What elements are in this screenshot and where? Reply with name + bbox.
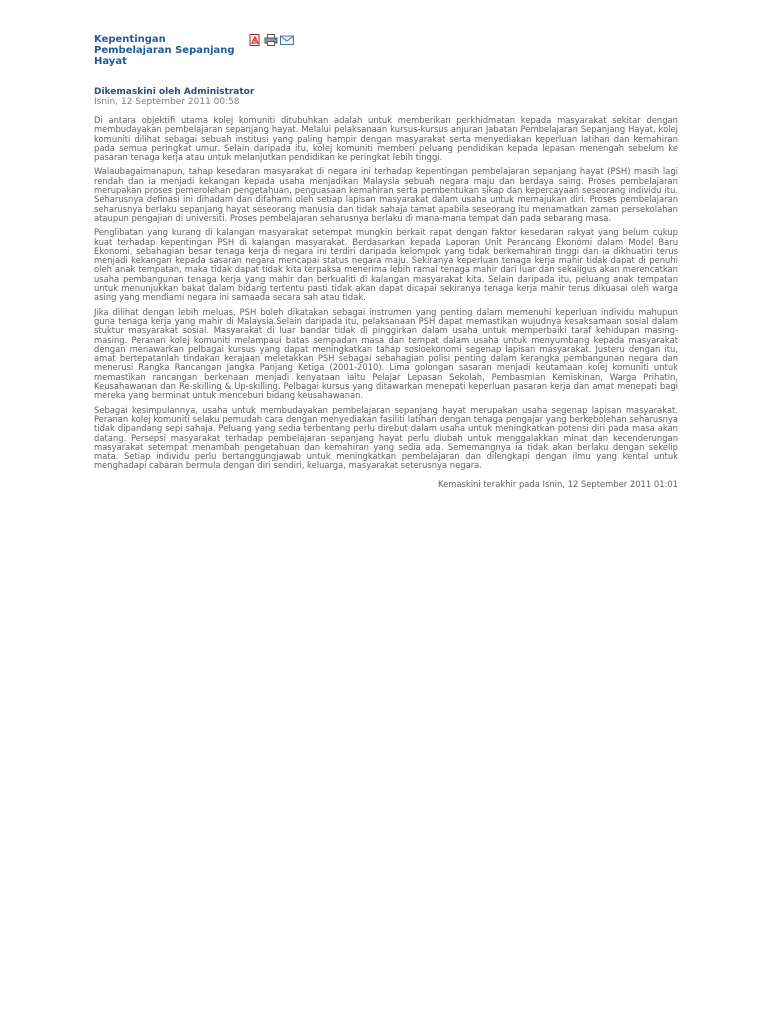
pdf-icon[interactable] — [248, 34, 262, 46]
article-actions — [246, 34, 294, 46]
paragraph: Walaubagaimanapun, tahap kesedaran masyarakat di negara ini terhadap kepentingan pembelajaran sepanjang hayat (PSH) masih lagi rendah dan ia menjadi kekangan kepada usaha menjadikan Malaysia sebuah negara maju dan berdaya saing. Proses pembelajaran merupakan proses pemerolehan pengetahuan, penguasaan kemahiran serta pembentukan sikap dan kepercayaan seseorang individu itu. Seharusnya definasi ini dihadam dan difahami oleh setiap lapisan masyarakat dalam usaha untuk memajukan diri. Proses pembelajaran seharusnya berlaku sepanjang hayat seseorang manusia dan tidak sahaja tamat apabila seseorang itu menamatkan zaman persekolahan ataupun pengajian di universiti. Proses pembelajaran seharusnya berlaku di mana-mana tempat dan pada sebarang masa. — [94, 166, 678, 223]
article — [94, 34, 678, 489]
article-author: Dikemaskini oleh Administrator — [94, 87, 255, 97]
article-meta — [94, 87, 678, 107]
paragraph: Jika dilihat dengan lebih meluas, PSH boleh dikatakan sebagai instrumen yang penting dalam memenuhi keperluan individu mahupun guna tenaga kerja yang mahir di Malaysia.Selain daripada itu, pelaksanaan PSH dapat memastikan wujudnya kesaksamaan sosial dalam stuktur masyarakat sosial. Masyarakat di luar bandar tidak di pinggirkan dalam usaha untuk memperbaiki taraf kehidupan masing-masing. Peranan kolej komuniti melampaui batas sempadan masa dan tempat dalam usaha untuk menyumbang kepada masyarakat dengan menawarkan pelbagai kursus yang dapat meningkatkan tahap sosioekonomi segenap lapisan masyarakat. Justeru dengan itu, amat bertepatanlah tindakan kerajaan meletakkan PSH sebagai sebahagian polisi penting dalam kerangka pembangunan negara dan menerusi Rangka Rancangan Jangka Panjang Ketiga (2001-2010). Lima golongan sasaran menjadi keutamaan kolej komuniti untuk memastikan rancangan berkenaan menjadi kenyataan iaitu Pelajar Lepasan Sekolah, Pembasmian Kemiskinan, Warga Prihatin, Keusahawanan dan Re-skilling & Up-skilling. Pelbagai kursus yang ditawarkan menepati keperluan pasaran kerja dan amat menepati bagi mereka yang berminat untuk menceburi bidang keusahawanan. — [94, 306, 678, 401]
article-title: Kepentingan Pembelajaran Sepanjang Hayat — [94, 34, 235, 67]
article-header — [94, 34, 294, 67]
print-icon[interactable] — [264, 34, 278, 46]
article-date: Isnin, 12 September 2011 00:58 — [94, 97, 240, 107]
paragraph: Penglibatan yang kurang di kalangan masyarakat setempat mungkin berkait rapat dengan faktor kesedaran rakyat yang belum cukup kuat terhadap kepentingan PSH di kalangan masyarakat. Berdasarkan kepada Laporan Unit Perancang Ekonomi dalam Model Baru Ekonomi, sebahagian besar tenaga kerja di negara ini terdiri daripada kelompok yang tidak berkemahiran tinggi dan ia dikhuatiri terus menjadi kekangan kepada sasaran negara mencapai status negara maju. Sekiranya keperluan tenaga kerja mahir tidak dapat di penuhi oleh anak tempatan, maka tidak dapat tidak kita terpaksa menerima lebih ramai tenaga mahir dari luar dan sekaligus akan merencatkan usaha pembangunan tenaga kerja yang mahir dan berkualiti di kalangan masyarakat kita. Selain daripada itu, peluang anak tempatan untuk menunjukkan bakat dalam bidang tertentu pasti tidak akan dapat dicapai sekiranya tenaga kerja mahir terus dikuasai oleh warga asing yang mendiami negara ini samaada secara sah atau tidak. — [94, 227, 678, 303]
last-modified: Kemaskini terakhir pada Isnin, 12 September 2011 01:01 — [438, 478, 678, 489]
paragraph: Di antara objektifi utama kolej komuniti ditubuhkan adalah untuk memberikan perkhidmatan kepada masyarakat sekitar dengan membudayakan pembelajaran sepanjang hayat. Melalui pelaksanaan kursus-kursus anjuran Jabatan Pembelajaran Sepanjang Hayat, kolej komuniti dilihat sebagai sebuah institusi yang paling hampir dengan masyarakat serta menyediakan keperluan latihan dan kemahiran pada semua peringkat umur. Selain daripada itu, kolej komuniti memberi peluang pendidikan kepada lepasan menengah sebelum ke pasaran tenaga kerja atau untuk melanjutkan pendidikan ke peringkat lebih tinggi. — [94, 115, 678, 163]
email-icon[interactable] — [280, 34, 294, 46]
article-body — [94, 116, 678, 471]
paragraph: Sebagai kesimpulannya, usaha untuk membudayakan pembelajaran sepanjang hayat merupakan usaha segenap lapisan masyarakat. Peranan kolej komuniti selaku pemudah cara dengan menyediakan fasiliti latihan dengan tenaga pengajar yang berkebolehan seharusnya tidak dipandang sepi sahaja. Peluang yang sedia terbentang perlu direbut dalam usaha untuk meningkatkan potensi diri pada masa akan datang. Persepsi masyarakat terhadap pembelajaran sepanjang hayat perlu diubah untuk menggalakkan minat dan kecenderungan masyarakat setempat menambah pengetahuan dan kemahiran yang sedia ada. Sememangnya ia tidak akan berlaku dengan sekelip mata. Setiap individu perlu bertanggungjawab untuk meningkatkan pembelajaran dan dilengkapi dengan ilmu yang kental untuk menghadapi cabaran bermula dengan diri sendiri, keluarga, masyarakat seterusnya negara. — [94, 404, 678, 471]
